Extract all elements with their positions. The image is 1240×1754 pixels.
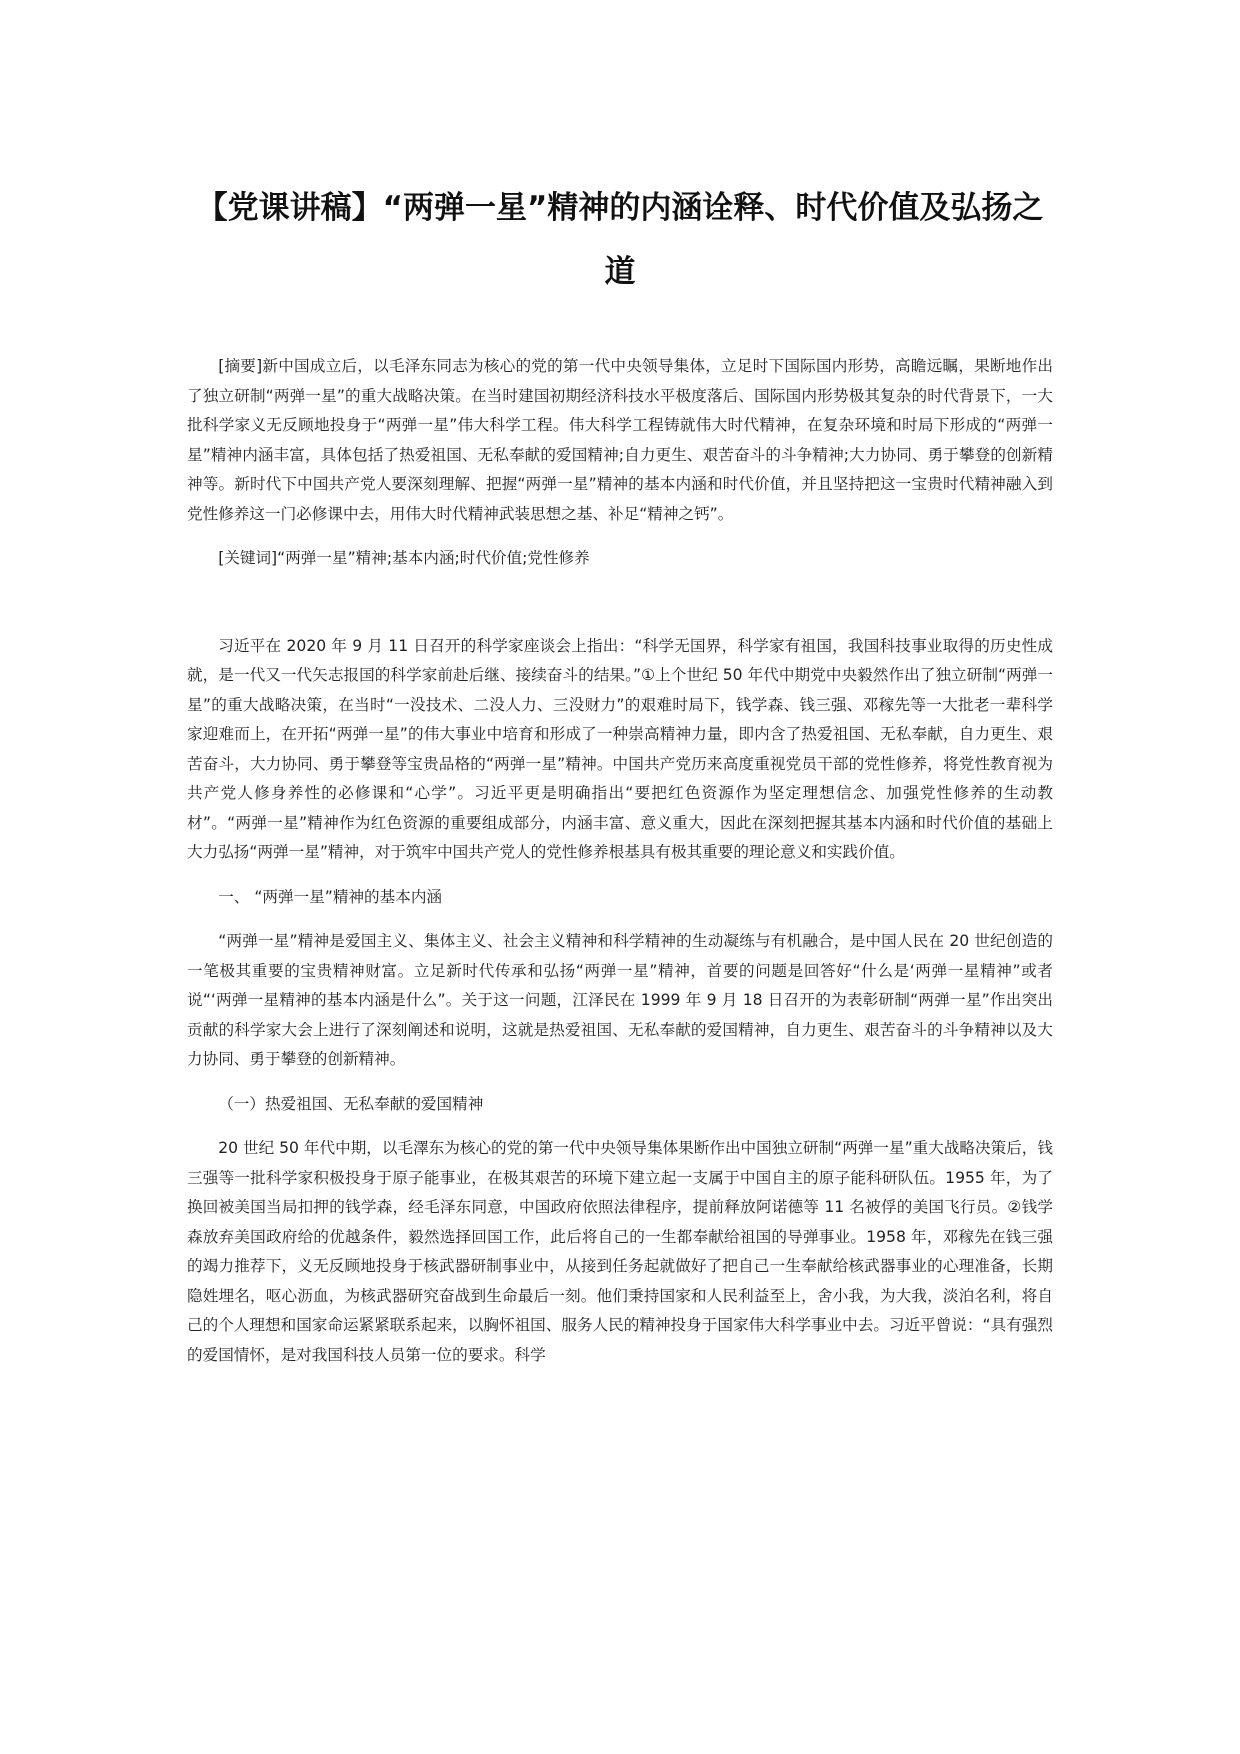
abstract-paragraph: [摘要]新中国成立后，以毛泽东同志为核心的党的第一代中央领导集体，立足时下国际国内形势，高瞻远瞩，果断地作出了独立研制“两弹一星”的重大战略决策。在当时建国初期经济科技水平极度落后、国际国内形势极其复杂的时代背景下，一大批科学家义无反顾地投身于“两弹一星”伟大科学工程。伟大科学工程铸就伟大时代精神，在复杂环境和时局下形成的“两弹一星”精神内涵丰富，具体包括了热爱祖国、无私奉献的爱国精神;自力更生、艰苦奋斗的斗争精神;大力协同、勇于攀登的创新精神等。新时代下中国共产党人要深刻理解、把握“两弹一星”精神的基本内涵和时代价值，并且坚持把这一宝贵时代精神融入到党性修养这一门必修课中去，用伟大时代精神武装思想之基、补足“精神之钙”。 [187, 357, 1053, 523]
body-paragraph: 习近平在 2020 年 9 月 11 日召开的科学家座谈会上指出：“科学无国界，科学家有祖国，我国科技事业取得的历史性成就，是一代又一代矢志报国的科学家前赴后继、接续奋斗的结果。”①上个世纪 50 年代中期党中央毅然作出了独立研制“两弹一星”的重大战略决策，在当时“一没技术、二没人力、三没财力”的艰难时局下，钱学森、钱三强、邓稼先等一大批老一辈科学家迎难而上，在开拓“两弹一星”的伟大事业中培育和形成了一种崇高精神力量，即内含了热爱祖国、无私奉献，自力更生、艰苦奋斗，大力协同、勇于攀登等宝贵品格的“两弹一星”精神。中国共产党历来高度重视党员干部的党性修养，将党性教育视为共产党人修身养性的必修课和“心学”。习近平更是明确指出“要把红色资源作为坚定理想信念、加强党性修养的生动教材”。“两弹一星”精神作为红色资源的重要组成部分，内涵丰富、意义重大，因此在深刻把握其基本内涵和时代价值的基础上大力弘扬“两弹一星”精神，对于筑牢中国共产党人的党性修养根基具有极其重要的理论意义和实践价值。 [187, 636, 1053, 861]
body-paragraph: 20 世纪 50 年代中期，以毛澤东为核心的党的第一代中央领导集体果断作出中国独立研制“两弹一星”重大战略决策后，钱三强等一批科学家积极投身于原子能事业，在极其艰苦的环境下建立起一支属于中国自主的原子能科研队伍。1955 年，为了换回被美国当局扣押的钱学森，经毛泽东同意，中国政府依照法律程序，提前释放阿诺德等 11 名被俘的美国飞行员。②钱学森放弃美国政府给的优越条件，毅然选择回国工作，此后将自己的一生都奉献给祖国的导弹事业。1958 年，邓稼先在钱三强的竭力推荐下，义无反顾地投身于核武器研制事业中，从接到任务起就做好了把自己一生奉献给核武器事业的心理准备，长期隐姓埋名，呕心沥血，为核武器研究奋战到生命最后一刻。他们秉持国家和人民利益至上，舍小我，为大我，淡泊名利，将自己的个人理想和国家命运紧紧联系起来，以胸怀祖国、服务人民的精神投身于国家伟大科学事业中去。习近平曾说：“具有强烈的爱国情怀，是对我国科技人员第一位的要求。科学 [187, 1139, 1053, 1364]
keywords-paragraph: [关键词]“两弹一星”精神;基本内涵;时代价值;党性修养 [218, 549, 590, 567]
document-title: 【党课讲稿】“两弹一星”精神的内涵诠释、时代价值及弘扬之道 [196, 190, 1044, 290]
subsection-heading: （一）热爱祖国、无私奉献的爱国精神 [218, 1094, 484, 1113]
document-body [187, 352, 1053, 1370]
section-heading: 一、 “两弹一星”精神的基本内涵 [218, 887, 443, 906]
body-paragraph: “两弹一星”精神是爱国主义、集体主义、社会主义精神和科学精神的生动凝练与有机融合，是中国人民在 20 世纪创造的一笔极其重要的宝贵精神财富。立足新时代传承和弘扬“两弹一星”精神，首要的问题是回答好“什么是‘两弹一星精神”或者说“‘两弹一星精神的基本内涵是什么”。关于这一问题，江泽民在 1999 年 9 月 18 日召开的为表彰研制“两弹一星”作出突出贡献的科学家大会上进行了深刻阐述和说明，这就是热爱祖国、无私奉献的爱国精神，自力更生、艰苦奋斗的斗争精神以及大力协同、勇于攀登的创新精神。 [187, 932, 1053, 1068]
